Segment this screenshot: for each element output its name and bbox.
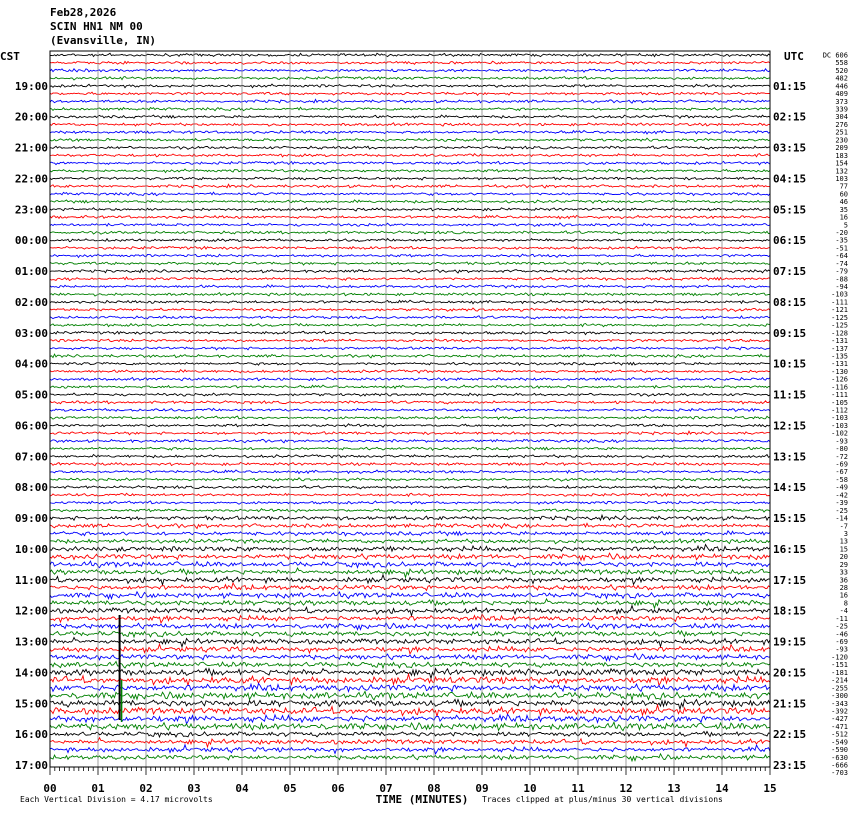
seismic-trace [50, 732, 770, 738]
trace-group [50, 53, 770, 761]
seismic-trace [50, 277, 770, 280]
left-hour-label: 12:00 [14, 604, 48, 618]
trace-offset-value: -111 [831, 391, 848, 400]
trace-offset-value: 209 [835, 144, 848, 153]
left-hour-label: 02:00 [14, 295, 48, 309]
trace-offset-value: -25 [835, 622, 848, 631]
seismic-trace [50, 509, 770, 512]
grid-group [50, 51, 770, 775]
trace-offset-value: -111 [831, 298, 848, 307]
trace-offset-value: -181 [831, 668, 848, 677]
seismic-trace [50, 424, 770, 427]
seismic-trace [50, 606, 770, 616]
left-hour-label: 15:00 [14, 697, 48, 711]
left-hour-label: 23:00 [14, 203, 48, 217]
left-hour-label: 06:00 [14, 419, 48, 433]
trace-offset-value: -46 [835, 630, 848, 639]
x-tick-label: 05 [283, 782, 297, 795]
left-hour-label: 09:00 [14, 512, 48, 526]
seismic-trace [50, 362, 770, 365]
seismic-trace [50, 370, 770, 373]
trace-offset-value: -120 [831, 653, 848, 662]
seismic-trace [50, 738, 770, 747]
seismic-trace [50, 623, 770, 630]
seismic-trace [50, 92, 770, 95]
left-hour-label: 20:00 [14, 110, 48, 124]
seismic-trace [50, 208, 770, 211]
footer-scale-note: Each Vertical Division = 4.17 microvolts [20, 795, 213, 804]
seismic-trace [50, 501, 770, 505]
right-hour-label: 04:15 [773, 172, 807, 186]
seismic-trace [50, 638, 770, 647]
chart-date: Feb28,2026 [50, 6, 117, 19]
seismic-trace [50, 493, 770, 496]
right-hour-label: 06:15 [773, 234, 807, 248]
trace-offset-value: -51 [835, 244, 848, 253]
seismic-trace [50, 462, 770, 465]
right-hour-label: 08:15 [773, 295, 807, 309]
trace-offset-value: -427 [831, 715, 848, 724]
left-hour-label: 00:00 [14, 234, 48, 248]
seismic-trace [50, 539, 770, 544]
x-tick-label: 03 [187, 782, 201, 795]
seismic-trace [50, 631, 770, 637]
trace-offset-value: 558 [835, 59, 848, 68]
trace-offset-value: -88 [835, 275, 848, 284]
left-hour-label: 21:00 [14, 141, 48, 155]
trace-offset-value: 409 [835, 90, 848, 99]
left-hour-label: 16:00 [14, 728, 48, 742]
seismic-trace [50, 69, 770, 72]
seismic-trace [50, 714, 770, 724]
left-hour-label: 10:00 [14, 542, 48, 556]
x-tick-label: 12 [619, 782, 633, 795]
seismic-trace [50, 53, 770, 56]
seismic-trace [50, 699, 770, 709]
left-hour-label: 08:00 [14, 481, 48, 495]
seismic-trace [50, 674, 770, 686]
left-hour-label: 11:00 [14, 573, 48, 587]
trace-offset-value: 103 [835, 174, 848, 183]
seismic-trace [50, 561, 770, 568]
seismic-trace [50, 575, 770, 585]
trace-offset-value: -105 [831, 398, 848, 407]
trace-offset-value: 154 [835, 159, 848, 168]
right-hour-label: 01:15 [773, 79, 807, 93]
seismic-trace [50, 300, 770, 304]
station-code: SCIN HN1 NM 00 [50, 20, 143, 33]
seismic-trace [50, 324, 770, 327]
seismic-trace [50, 347, 770, 350]
seismic-trace [50, 644, 770, 654]
seismic-trace [50, 354, 770, 358]
seismic-trace [50, 691, 770, 700]
x-tick-label: 09 [475, 782, 489, 795]
left-hour-label: 22:00 [14, 172, 48, 186]
trace-offset-value: -300 [831, 692, 848, 701]
x-tick-label: 13 [667, 782, 681, 795]
seismic-trace [50, 583, 770, 590]
seismic-trace [50, 254, 770, 258]
seismic-trace [50, 200, 770, 203]
trace-offset-value: -590 [831, 746, 848, 755]
seismic-trace [50, 669, 770, 679]
right-hour-label: 02:15 [773, 110, 807, 124]
seismic-trace [50, 447, 770, 450]
trace-offset-value: -214 [831, 676, 848, 685]
trace-offset-value: DC 606 [822, 51, 848, 60]
seismic-trace [50, 599, 770, 608]
x-tick-label: 01 [91, 782, 105, 795]
x-tick-label: 00 [43, 782, 57, 795]
seismic-trace [50, 545, 770, 552]
seismic-trace [50, 684, 770, 692]
trace-offset-value: 13 [839, 537, 848, 546]
trace-offset-value: -128 [831, 329, 848, 338]
trace-offset-value: -512 [831, 730, 848, 739]
seismic-trace [50, 84, 770, 88]
trace-offset-value: -94 [835, 283, 848, 292]
left-hour-label: 17:00 [14, 759, 48, 772]
left-hour-label: 04:00 [14, 357, 48, 371]
trace-offset-value: -69 [835, 638, 848, 647]
seismic-trace [50, 123, 770, 126]
trace-offset-value: -42 [835, 491, 848, 500]
trace-offset-value: -72 [835, 452, 848, 461]
trace-offset-value: 35 [839, 205, 848, 214]
x-tick-label: 14 [715, 782, 729, 795]
trace-offset-value: -549 [831, 738, 848, 747]
right-hour-label: 22:15 [773, 728, 807, 742]
right-hour-label: 10:15 [773, 357, 807, 371]
trace-offset-value: -125 [831, 321, 848, 330]
trace-offset-value: -116 [831, 383, 848, 392]
trace-offset-value: 20 [839, 553, 848, 562]
seismic-trace [50, 531, 770, 536]
seismic-trace [50, 184, 770, 188]
seismic-trace [50, 439, 770, 443]
trace-offset-value: -131 [831, 360, 848, 369]
seismic-trace [50, 146, 770, 149]
seismic-trace [50, 553, 770, 560]
trace-offset-value: -93 [835, 645, 848, 654]
x-tick-label: 02 [139, 782, 153, 795]
x-tick-label: 11 [571, 782, 585, 795]
trace-offset-value: -11 [835, 614, 848, 623]
right-hour-label: 16:15 [773, 542, 807, 556]
right-hour-label: 17:15 [773, 573, 807, 587]
trace-offset-value: -79 [835, 267, 848, 276]
trace-offset-value: 3 [843, 529, 848, 538]
x-tick-label: 07 [379, 782, 393, 795]
left-hour-label: 05:00 [14, 388, 48, 402]
seismic-trace [50, 223, 770, 226]
left-hour-label: 01:00 [14, 265, 48, 279]
seismic-trace [50, 154, 770, 157]
seismic-trace [50, 339, 770, 342]
trace-offset-value: 304 [835, 113, 848, 122]
trace-offset-value: 16 [839, 213, 848, 222]
trace-offset-value: -112 [831, 406, 848, 415]
seismic-trace [50, 568, 770, 577]
trace-offset-value: -630 [831, 753, 848, 762]
seismic-trace [50, 393, 770, 396]
seismic-trace [50, 215, 770, 218]
trace-offset-value: -67 [835, 468, 848, 477]
seismic-trace [50, 614, 770, 623]
x-axis-label: TIME (MINUTES) [375, 793, 469, 806]
seismic-trace [50, 192, 770, 195]
seismic-trace [50, 455, 770, 459]
trace-offset-value: 36 [839, 576, 848, 585]
trace-offset-value: -666 [831, 761, 848, 770]
trace-offset-value: 33 [839, 568, 848, 577]
left-hour-label: 13:00 [14, 635, 48, 649]
trace-offset-value: -343 [831, 699, 848, 708]
left-hour-label: 14:00 [14, 666, 48, 680]
trace-offset-value: -103 [831, 414, 848, 423]
trace-offset-value: 251 [835, 128, 848, 137]
seismic-trace [50, 308, 770, 311]
seismic-trace [50, 246, 770, 249]
seismic-trace [50, 592, 770, 599]
station-location: (Evansville, IN) [50, 34, 156, 47]
trace-offset-value: -151 [831, 661, 848, 670]
seismic-trace [50, 269, 770, 273]
seismic-trace [50, 231, 770, 234]
trace-offset-value: -64 [835, 252, 848, 261]
seismic-trace [50, 478, 770, 481]
right-hour-label: 18:15 [773, 604, 807, 618]
trace-offset-value: 5 [843, 221, 848, 230]
seismic-trace [50, 431, 770, 435]
trace-offset-value: 520 [835, 66, 848, 75]
seismic-trace [50, 515, 770, 520]
trace-offset-value: 77 [839, 182, 848, 191]
trace-offset-value: -93 [835, 437, 848, 446]
seismic-trace [50, 385, 770, 389]
seismic-trace [50, 131, 770, 134]
seismic-trace [50, 416, 770, 420]
right-hour-label: 03:15 [773, 141, 807, 155]
right-hour-label: 15:15 [773, 512, 807, 526]
trace-offset-value: -126 [831, 375, 848, 384]
seismic-trace [50, 99, 770, 103]
right-hour-label: 20:15 [773, 666, 807, 680]
right-hour-label: 05:15 [773, 203, 807, 217]
right-hour-label: 11:15 [773, 388, 807, 402]
trace-offset-value: 60 [839, 190, 848, 199]
seismic-trace [50, 285, 770, 288]
trace-offset-value: -392 [831, 707, 848, 716]
trace-offset-value: -58 [835, 475, 848, 484]
right-hour-label: 19:15 [773, 635, 807, 649]
left-hour-label: 19:00 [14, 79, 48, 93]
trace-offset-value: -102 [831, 429, 848, 438]
right-hour-label: 21:15 [773, 697, 807, 711]
trace-offset-value: -135 [831, 352, 848, 361]
seismic-trace [50, 161, 770, 164]
trace-offset-value: 446 [835, 82, 848, 91]
seismic-trace [50, 115, 770, 118]
seismic-trace [50, 61, 770, 64]
trace-offset-value: -4 [839, 607, 848, 616]
trace-offset-value: 132 [835, 167, 848, 176]
seismic-trace [50, 486, 770, 489]
left-timezone-label: CST [0, 50, 20, 63]
seismic-trace [50, 754, 770, 761]
right-hour-label: 13:15 [773, 450, 807, 464]
x-tick-label: 04 [235, 782, 249, 795]
trace-offset-value: -255 [831, 684, 848, 693]
trace-offset-value: -25 [835, 506, 848, 515]
trace-offset-value: -74 [835, 259, 848, 268]
trace-offset-value: -125 [831, 313, 848, 322]
x-tick-label: 10 [523, 782, 537, 795]
trace-offset-value: -49 [835, 483, 848, 492]
seismic-trace [50, 401, 770, 404]
seismic-trace [50, 705, 770, 717]
seismic-trace [50, 745, 770, 754]
trace-offset-value: -39 [835, 499, 848, 508]
seismic-trace [50, 77, 770, 81]
trace-offset-value: 230 [835, 136, 848, 145]
left-hour-label: 03:00 [14, 326, 48, 340]
trace-offset-value: -121 [831, 306, 848, 315]
trace-offset-value: -703 [831, 769, 848, 778]
x-tick-label: 06 [331, 782, 345, 795]
trace-offset-value: 373 [835, 97, 848, 106]
seismic-trace [50, 523, 770, 528]
trace-offset-value: 46 [839, 198, 848, 207]
right-hour-label: 23:15 [773, 759, 807, 772]
seismic-trace [50, 408, 770, 411]
seismic-trace [50, 138, 770, 141]
trace-offset-value: 28 [839, 584, 848, 592]
right-hour-label: 12:15 [773, 419, 807, 433]
x-tick-label: 08 [427, 782, 441, 795]
trace-offset-value: -131 [831, 337, 848, 346]
trace-offset-value: -69 [835, 460, 848, 469]
seismic-trace [50, 470, 770, 474]
seismic-trace [50, 107, 770, 110]
seismic-trace [50, 262, 770, 265]
seismic-trace [50, 331, 770, 335]
trace-offset-value: 8 [843, 599, 848, 608]
trace-offset-value: 29 [839, 560, 848, 569]
right-timezone-label: UTC [784, 50, 804, 63]
trace-offset-value: 183 [835, 151, 848, 160]
seismic-trace [50, 293, 770, 296]
seismic-trace [50, 378, 770, 381]
seismic-trace [50, 654, 770, 661]
seismic-trace [50, 316, 770, 319]
right-hour-label: 14:15 [773, 481, 807, 495]
trace-offset-value: -130 [831, 367, 848, 376]
trace-offset-value: 482 [835, 74, 848, 83]
trace-offset-value: 339 [835, 105, 848, 114]
trace-offset-value: 16 [839, 591, 848, 600]
trace-offset-value: -103 [831, 290, 848, 299]
trace-offset-value: -14 [835, 514, 848, 523]
trace-offset-value: -137 [831, 344, 848, 353]
trace-offset-value: -20 [835, 229, 848, 237]
seismic-trace [50, 662, 770, 669]
trace-offset-value: -7 [839, 522, 848, 531]
seismic-trace [50, 169, 770, 173]
seismic-trace [50, 722, 770, 731]
trace-offset-value: 276 [835, 120, 848, 129]
x-tick-label: 15 [763, 782, 777, 795]
trace-offset-value: -35 [835, 236, 848, 245]
trace-offset-value: -471 [831, 722, 848, 731]
left-hour-label: 07:00 [14, 450, 48, 464]
trace-offset-value: -103 [831, 421, 848, 430]
seismic-trace [50, 177, 770, 180]
trace-offset-value: 15 [839, 545, 848, 554]
seismic-trace [50, 239, 770, 242]
trace-offset-value: -80 [835, 445, 848, 454]
footer-clip-note: Traces clipped at plus/minus 30 vertical divisions [482, 795, 723, 804]
right-hour-label: 09:15 [773, 326, 807, 340]
right-hour-label: 07:15 [773, 265, 807, 279]
